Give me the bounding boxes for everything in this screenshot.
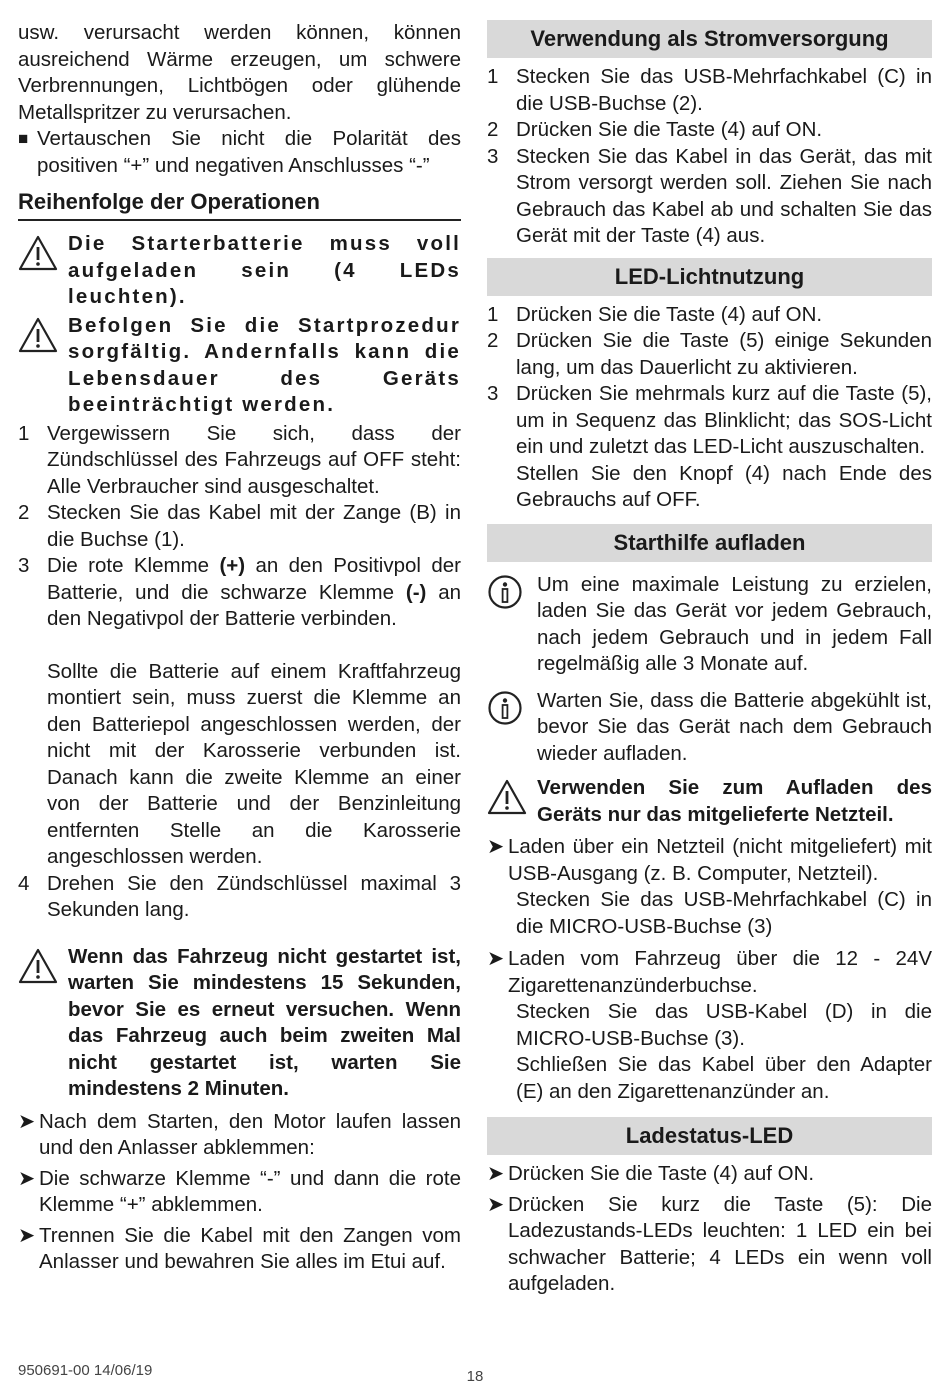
step-item: 3 Drücken Sie mehrmals kurz auf die Taste (5), um in Sequenz das Blinklicht; das SOS-Licht ein und zuletzt das LED-Licht auszuschalten. [487,382,932,458]
heading-charge: Starthilfe aufladen [487,524,932,562]
info-circle-icon [487,688,537,768]
document-code: 950691-00 14/06/19 [18,1362,153,1379]
arrow-bullet-icon: ➤ [487,1192,505,1216]
arrow-item: ➤ Drücken Sie die Taste (4) auf ON. [487,1161,932,1188]
step3-note: Sollte die Batterie auf einem Kraftfahrzeug montiert sein, muss zuerst die Klemme an den Batteriepol angeschlossen werden, der nicht mit der Karosserie verbunden ist. Danach kann die zweite Klemme an einer von der Batterie und der Benzinleitung entfernten Stelle an die Karosserie angeschlossen werden. [47,659,461,868]
warning-battery-charged: Die Starterbatterie muss voll aufgeladen sein (4 LEDs leuchten). [18,231,461,311]
arrow-bullet-icon: ➤ [18,1109,36,1133]
page-number: 18 [466,1368,484,1385]
heading-led-light: LED-Lichtnutzung [487,258,932,296]
arrow-item: ➤ Laden vom Fahrzeug über die 12 - 24V Zigarettenanzünderbuchse. [487,946,932,999]
step-item: 1 Drücken Sie die Taste (4) auf ON. [487,302,823,326]
step-item: 2 Stecken Sie das Kabel mit der Zange (B) in die Buchse (1). [18,501,461,551]
arrow-item: ➤ Drücken Sie kurz die Taste (5): Die Ladezustands-LEDs leuchten: 1 LED ein bei schwacher Batterie; 4 LEDs ein wenn voll aufgeladen. [487,1192,932,1298]
step-item: 3 Stecken Sie das Kabel in das Gerät, das mit Strom versorgt werden soll. Ziehen Sie nach Gebrauch das Kabel ab und schalten Sie das Gerät mit der Taste (4) aus. [487,144,932,247]
arrow-item: ➤ Trennen Sie die Kabel mit den Zangen vom Anlasser und bewahren Sie alles im Etui auf. [18,1223,461,1276]
heading-charge-status: Ladestatus-LED [487,1117,932,1155]
step-item: 2 Drücken Sie die Taste (4) auf ON. [487,118,823,141]
continued-paragraph: usw. verursacht werden können, können ausreichend Wärme erzeugen, um schwere Verbrennungen, Lichtbögen oder glühende Metallspritzer zu verursachen. [18,21,461,124]
arrow-bullet-icon: ➤ [487,835,505,858]
warning-power-adapter: Verwenden Sie zum Aufladen des Geräts nur das mitgelieferte Netzteil. [487,775,932,828]
charge2-detail: Stecken Sie das USB-Kabel (D) in die MICRO-USB-Buchse (3). [516,1000,932,1050]
polarity-bullet: ■ Vertauschen Sie nicht die Polarität des positiven “+” und negativen Anschlusses “-” [18,126,461,179]
warning-triangle-icon [18,944,68,1103]
warning-triangle-icon [487,775,537,828]
warning-start-procedure: Befolgen Sie die Startprozedur sorgfältig. Andernfalls kann die Lebensdauer des Geräts beeinträchtigt werden. [18,313,461,419]
arrow-item: ➤ Laden über ein Netzteil (nicht mitgeliefert) mit USB-Ausgang (z. B. Computer, Netzteil). [487,834,932,887]
arrow-item: ➤ Nach dem Starten, den Motor laufen lassen und den Anlasser abklemmen: [18,1109,461,1162]
charge1-detail: Stecken Sie das USB-Mehrfachkabel (C) in die MICRO-USB-Buchse (3) [516,888,932,938]
info-circle-icon [487,572,537,678]
section-title: Reihenfolge der Operationen [18,187,461,221]
right-column [487,20,932,1298]
led-note: Stellen Sie den Knopf (4) nach Ende des Gebrauchs auf OFF. [516,461,932,511]
square-bullet-icon: ■ [18,129,29,148]
info-battery-cool: Warten Sie, dass die Batterie abgekühlt ist, bevor Sie das Gerät nach dem Gebrauch wieder aufladen. [487,688,932,768]
arrow-bullet-icon: ➤ [487,1162,505,1185]
warning-triangle-icon [18,313,68,419]
arrow-bullet-icon: ➤ [487,947,505,970]
left-column [18,20,461,1276]
arrow-bullet-icon: ➤ [18,1223,36,1247]
step-item: 1 Stecken Sie das USB-Mehrfachkabel (C) in die USB-Buchse (2). [487,65,932,115]
arrow-bullet-icon: ➤ [18,1166,36,1190]
charge2-detail: Schließen Sie das Kabel über den Adapter (E) an den Zigarettenanzünder an. [516,1053,932,1103]
step-item: 4 Drehen Sie den Zündschlüssel maximal 3 Sekunden lang. [18,871,461,921]
step-item: 1 Vergewissern Sie sich, dass der Zündschlüssel des Fahrzeugs auf OFF steht: Alle Verbraucher sind ausgeschaltet. [18,421,461,498]
step-item: 3 Die rote Klemme (+) an den Positivpol der Batterie, und die schwarze Klemme (-) an den Negativpol der Batterie verbinden. [18,554,462,630]
info-max-performance: Um eine maximale Leistung zu erzielen, laden Sie das Gerät vor jedem Gebrauch, nach jedem Gebrauch und in jedem Fall regelmäßig alle 3 Monate auf. [487,572,932,678]
warning-retry: Wenn das Fahrzeug nicht gestartet ist, warten Sie mindestens 15 Sekunden, bevor Sie es erneut versuchen. Wenn das Fahrzeug auch beim zweiten Mal nicht gestartet ist, warten Sie mindestens 2 Minuten. [18,944,461,1103]
heading-power-supply: Verwendung als Stromversorgung [487,20,932,58]
arrow-item: ➤ Die schwarze Klemme “-” und dann die rote Klemme “+” abklemmen. [18,1166,461,1219]
warning-triangle-icon [18,231,68,311]
step-item: 2 Drücken Sie die Taste (5) einige Sekunden lang, um das Dauerlicht zu aktivieren. [487,329,932,379]
